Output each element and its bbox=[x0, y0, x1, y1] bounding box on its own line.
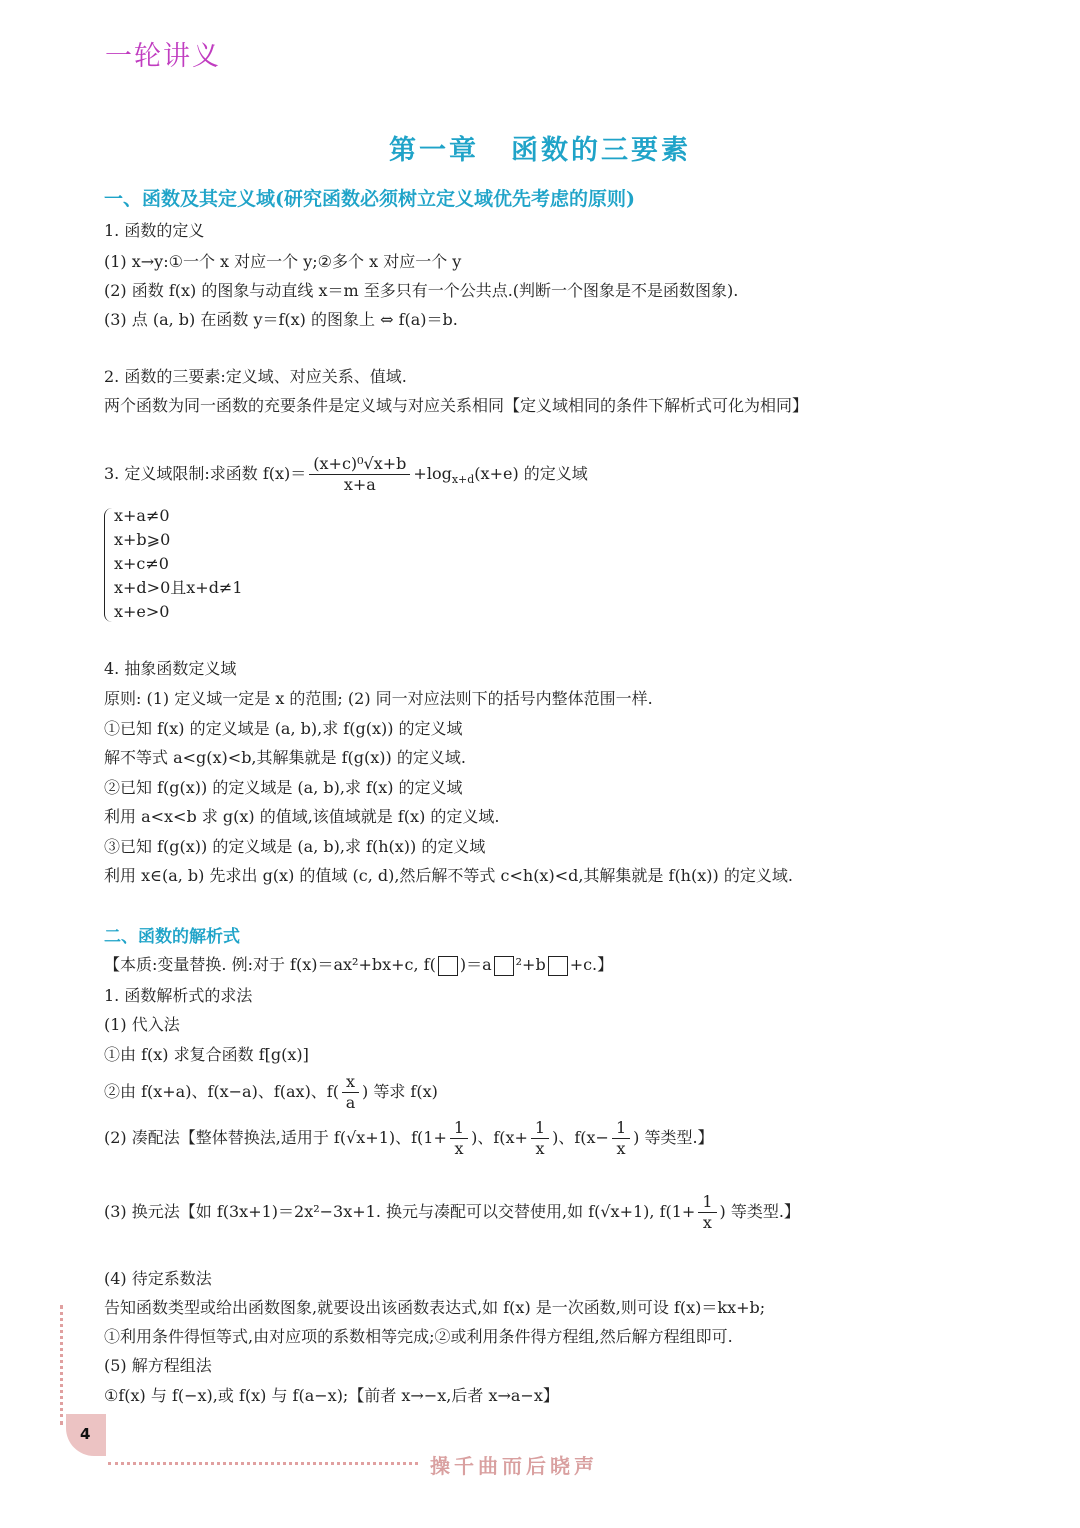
s4-p7: 利用 x∈(a, b) 先求出 g(x) 的值域 (c, d),然后解不等式 c<h(x)<d,其解集就是 f(h(x)) 的定义域. bbox=[104, 866, 793, 885]
s2-p1: 两个函数为同一函数的充要条件是定义域与对应关系相同【定义域相同的条件下解析式可化为相同】 bbox=[104, 396, 809, 415]
frac-num: 1 bbox=[612, 1118, 630, 1139]
s3-denominator: x+a bbox=[343, 475, 376, 494]
m1b-post: ) 等求 f(x) bbox=[362, 1082, 438, 1101]
m2-frac-2 bbox=[531, 1118, 549, 1159]
section-heading-analytic: 二、函数的解析式 bbox=[104, 927, 240, 947]
m1b-fraction bbox=[342, 1072, 359, 1113]
method-4: (4) 待定系数法 bbox=[104, 1269, 212, 1288]
left-brace bbox=[104, 508, 112, 622]
essence-b: )＝a bbox=[459, 955, 492, 974]
s1-p3: (3) 点 (a, b) 在函数 y＝f(x) 的图象上 ⇔ f(a)＝b. bbox=[104, 310, 458, 329]
m3-pre: (3) 换元法【如 f(3x+1)＝2x²−3x+1. 换元与凑配可以交替使用,如 f(√x+1), f(1+ bbox=[104, 1202, 696, 1221]
essence-a: 【本质:变量替换. 例:对于 f(x)＝ax²+bx+c, f( bbox=[104, 955, 436, 974]
condition-4: x+d>0且x+d≠1 bbox=[114, 578, 243, 597]
m2-pre: (2) 凑配法【整体替换法,适用于 f(√x+1)、f(1+ bbox=[104, 1128, 447, 1147]
m3-frac bbox=[698, 1192, 716, 1233]
header-tag: 一轮讲义 bbox=[105, 41, 221, 72]
placeholder-box bbox=[548, 956, 568, 976]
s3-log-base: x+d bbox=[451, 473, 475, 487]
condition-1: x+a≠0 bbox=[114, 506, 170, 525]
m1b-den: a bbox=[345, 1093, 356, 1112]
m3-post: ) 等类型.】 bbox=[719, 1202, 800, 1221]
method-1: (1) 代入法 bbox=[104, 1015, 180, 1034]
frac-num: 1 bbox=[698, 1192, 716, 1213]
page-number: 4 bbox=[80, 1425, 91, 1443]
method-5: (5) 解方程组法 bbox=[104, 1356, 212, 1375]
essence-line bbox=[104, 955, 613, 976]
essence-d: +c.】 bbox=[569, 955, 614, 974]
chapter-number: 第一章 bbox=[389, 135, 479, 166]
frac-den: x bbox=[535, 1139, 545, 1158]
condition-5: x+e>0 bbox=[114, 602, 170, 621]
frac-den: x bbox=[616, 1139, 626, 1158]
m1b-num: x bbox=[342, 1072, 359, 1093]
m2-mid1: )、f(x+ bbox=[471, 1128, 528, 1147]
s3-formula bbox=[104, 454, 588, 495]
m2-post: ) 等类型.】 bbox=[633, 1128, 714, 1147]
s1-p2: (2) 函数 f(x) 的图象与动直线 x＝m 至多只有一个公共点.(判断一个图象是不是函数图象). bbox=[104, 281, 739, 300]
m2-frac-3 bbox=[612, 1118, 630, 1159]
method-1a: ①由 f(x) 求复合函数 f[g(x)] bbox=[104, 1045, 309, 1064]
s1-title: 1. 函数的定义 bbox=[104, 221, 205, 240]
frac-num: 1 bbox=[450, 1118, 468, 1139]
s3-fraction bbox=[309, 454, 410, 495]
s3-log: +log bbox=[413, 464, 452, 483]
m2-mid2: )、f(x− bbox=[552, 1128, 609, 1147]
s2-title: 2. 函数的三要素:定义域、对应关系、值域. bbox=[104, 367, 407, 386]
s1-p1: (1) x→y:①一个 x 对应一个 y;②多个 x 对应一个 y bbox=[104, 252, 462, 271]
m1b-pre: ②由 f(x+a)、f(x−a)、f(ax)、f( bbox=[104, 1082, 339, 1101]
method-4-p2: ①利用条件得恒等式,由对应项的系数相等完成;②或利用条件得方程组,然后解方程组即可. bbox=[104, 1327, 733, 1346]
s4-p1: 原则: (1) 定义域一定是 x 的范围; (2) 同一对应法则下的括号内整体范围一样. bbox=[104, 689, 653, 708]
frac-num: 1 bbox=[531, 1118, 549, 1139]
s4-p3: 解不等式 a<g(x)<b,其解集就是 f(g(x)) 的定义域. bbox=[104, 748, 466, 767]
s4-p6: ③已知 f(g(x)) 的定义域是 (a, b),求 f(h(x)) 的定义域 bbox=[104, 837, 486, 856]
s3-prefix: 3. 定义域限制:求函数 f(x)＝ bbox=[104, 464, 307, 483]
method-2 bbox=[104, 1118, 714, 1159]
section-heading-domain: 一、函数及其定义域(研究函数必须树立定义域优先考虑的原则) bbox=[104, 188, 635, 210]
s3-numerator: (x+c)⁰√x+b bbox=[309, 454, 410, 475]
frac-den: x bbox=[702, 1213, 712, 1232]
chapter-title bbox=[0, 128, 1080, 167]
methods-title: 1. 函数解析式的求法 bbox=[104, 986, 253, 1005]
essence-c: ²+b bbox=[515, 955, 546, 974]
frac-den: x bbox=[454, 1139, 464, 1158]
footer-dots bbox=[108, 1462, 418, 1467]
condition-2: x+b⩾0 bbox=[114, 530, 171, 549]
method-5-p1: ①f(x) 与 f(−x),或 f(x) 与 f(a−x);【前者 x→−x,后者 x→a−x】 bbox=[104, 1386, 559, 1405]
method-1b bbox=[104, 1072, 438, 1113]
s4-p5: 利用 a<x<b 求 g(x) 的值域,该值域就是 f(x) 的定义域. bbox=[104, 807, 500, 826]
condition-system bbox=[104, 504, 304, 626]
chapter-name: 函数的三要素 bbox=[511, 135, 691, 166]
margin-dots bbox=[60, 1305, 66, 1425]
s4-title: 4. 抽象函数定义域 bbox=[104, 659, 237, 678]
condition-3: x+c≠0 bbox=[114, 554, 169, 573]
placeholder-box bbox=[494, 956, 514, 976]
method-3 bbox=[104, 1192, 800, 1233]
s4-p4: ②已知 f(g(x)) 的定义域是 (a, b),求 f(x) 的定义域 bbox=[104, 778, 463, 797]
s4-p2: ①已知 f(x) 的定义域是 (a, b),求 f(g(x)) 的定义域 bbox=[104, 719, 463, 738]
method-4-p1: 告知函数类型或给出函数图象,就要设出该函数表达式,如 f(x) 是一次函数,则可设 f(x)＝kx+b; bbox=[104, 1298, 766, 1317]
footer-slogan: 操千曲而后晓声 bbox=[430, 1454, 598, 1478]
s3-tail: (x+e) 的定义域 bbox=[474, 464, 588, 483]
placeholder-box bbox=[438, 956, 458, 976]
m2-frac-1 bbox=[450, 1118, 468, 1159]
